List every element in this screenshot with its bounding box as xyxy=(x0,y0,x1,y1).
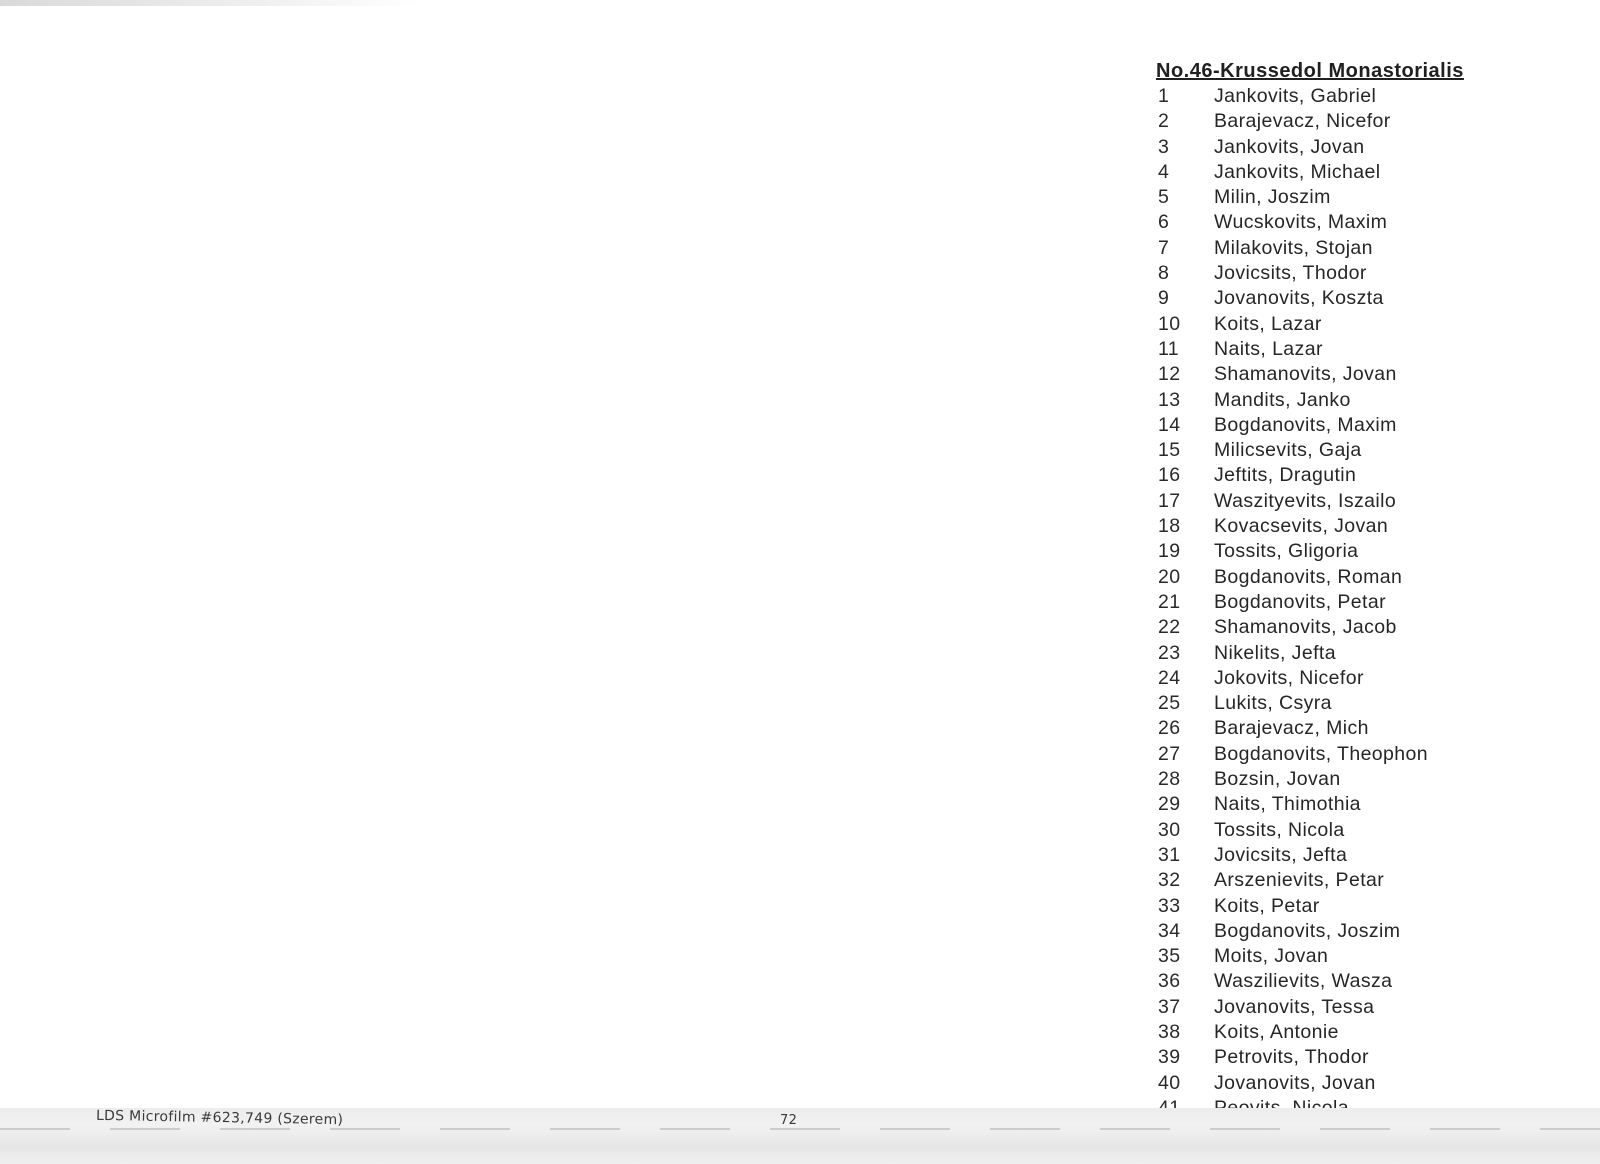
entry-name: Moits, Jovan xyxy=(1214,945,1329,968)
entry-number: 17 xyxy=(1158,489,1181,512)
entry-number: 35 xyxy=(1158,945,1181,968)
entry-name: Lukits, Csyra xyxy=(1214,692,1332,715)
entry-number: 19 xyxy=(1158,540,1181,563)
list-item xyxy=(1152,590,1572,615)
list-item xyxy=(1152,160,1572,185)
list-title: No.46-Krussedol Monastorialis xyxy=(1156,60,1464,82)
entry-name: Bogdanovits, Maxim xyxy=(1214,413,1397,436)
entry-number: 32 xyxy=(1158,869,1181,892)
list-item xyxy=(1152,312,1572,337)
list-item xyxy=(1152,691,1572,716)
entry-number: 24 xyxy=(1158,666,1181,689)
entry-name: Bozsin, Jovan xyxy=(1214,768,1341,791)
list-item xyxy=(1152,919,1572,944)
page-number: 72 xyxy=(780,1113,798,1128)
list-item xyxy=(1152,868,1572,893)
entry-name: Naits, Thimothia xyxy=(1214,793,1361,816)
list-item xyxy=(1152,995,1572,1020)
entry-name: Barajevacz, Mich xyxy=(1214,717,1369,740)
list-item xyxy=(1152,969,1572,994)
list-item xyxy=(1152,716,1572,741)
entry-number: 15 xyxy=(1158,439,1181,462)
list-item xyxy=(1152,135,1572,160)
entry-name: Milakovits, Stojan xyxy=(1214,236,1373,259)
list-item xyxy=(1152,1020,1572,1045)
entry-name: Bogdanovits, Theophon xyxy=(1214,742,1429,765)
entry-number: 26 xyxy=(1158,717,1181,740)
entry-number: 1 xyxy=(1158,85,1170,107)
entry-number: 11 xyxy=(1158,337,1180,360)
entry-number: 38 xyxy=(1158,1020,1181,1043)
entry-number: 36 xyxy=(1158,970,1181,993)
list-item xyxy=(1152,641,1572,666)
entry-name: Tossits, Gligoria xyxy=(1214,540,1359,563)
list-item xyxy=(1152,109,1572,134)
entry-name: Jovicsits, Thodor xyxy=(1214,262,1367,285)
entry-number: 5 xyxy=(1158,186,1170,209)
entry-number: 14 xyxy=(1158,413,1181,436)
entry-number: 4 xyxy=(1158,160,1170,183)
scan-dash-lines xyxy=(0,1128,1600,1130)
entry-name: Petrovits, Thodor xyxy=(1214,1046,1369,1069)
entry-number: 7 xyxy=(1158,236,1170,259)
entry-name: Jokovits, Nicefor xyxy=(1214,666,1364,689)
entry-number: 25 xyxy=(1158,692,1181,715)
entry-name: Mandits, Janko xyxy=(1214,388,1351,411)
list-item xyxy=(1152,666,1572,691)
list-item xyxy=(1152,413,1572,438)
list-item xyxy=(1152,362,1572,387)
entry-name: Koits, Petar xyxy=(1214,894,1320,917)
entry-name: Jankovits, Jovan xyxy=(1214,135,1365,158)
list-item xyxy=(1152,337,1572,362)
entry-name: Jovanovits, Jovan xyxy=(1214,1071,1376,1094)
list-item xyxy=(1152,463,1572,488)
list-item xyxy=(1152,489,1572,514)
list-item xyxy=(1152,438,1572,463)
entry-name: Naits, Lazar xyxy=(1214,337,1323,360)
list-item xyxy=(1152,1071,1572,1096)
list-item xyxy=(1152,843,1572,868)
entry-name: Jovanovits, Tessa xyxy=(1214,995,1375,1018)
entry-list xyxy=(1152,84,1572,1121)
entry-name: Wucskovits, Maxim xyxy=(1214,211,1388,234)
entry-number: 12 xyxy=(1158,363,1181,386)
entry-name: Bogdanovits, Petar xyxy=(1214,590,1386,613)
entry-name: Barajevacz, Nicefor xyxy=(1214,110,1391,133)
entry-number: 2 xyxy=(1158,110,1170,133)
entry-name: Kovacsevits, Jovan xyxy=(1214,515,1389,538)
list-item xyxy=(1152,236,1572,261)
list-item xyxy=(1152,210,1572,235)
list-item xyxy=(1152,185,1572,210)
entry-number: 20 xyxy=(1158,565,1181,588)
list-item xyxy=(1152,84,1572,109)
entry-number: 10 xyxy=(1158,312,1181,335)
list-item xyxy=(1152,261,1572,286)
entry-name: Bogdanovits, Joszim xyxy=(1214,919,1401,942)
entry-name: Jankovits, Michael xyxy=(1214,160,1381,183)
list-item xyxy=(1152,894,1572,919)
list-item xyxy=(1152,615,1572,640)
entry-name: Waszityevits, Iszailo xyxy=(1214,489,1397,512)
entry-name: Jovanovits, Koszta xyxy=(1214,287,1384,310)
entry-number: 22 xyxy=(1158,616,1181,639)
list-item xyxy=(1152,818,1572,843)
entry-number: 23 xyxy=(1158,641,1181,664)
list-item xyxy=(1152,514,1572,539)
list-item xyxy=(1152,388,1572,413)
list-item xyxy=(1152,286,1572,311)
entry-number: 34 xyxy=(1158,919,1181,942)
entry-number: 6 xyxy=(1158,211,1170,234)
entry-name: Nikelits, Jefta xyxy=(1214,641,1336,664)
entry-number: 27 xyxy=(1158,742,1181,765)
entry-name: Shamanovits, Jacob xyxy=(1214,616,1397,639)
entry-number: 29 xyxy=(1158,793,1181,816)
entry-number: 28 xyxy=(1158,768,1181,791)
entry-name: Tossits, Nicola xyxy=(1214,818,1345,841)
entry-name: Jankovits, Gabriel xyxy=(1214,85,1377,107)
entry-name: Jeftits, Dragutin xyxy=(1214,464,1357,487)
entry-name: Bogdanovits, Roman xyxy=(1214,565,1403,588)
list-item xyxy=(1152,792,1572,817)
entry-name: Arszenievits, Petar xyxy=(1214,869,1385,892)
entry-number: 16 xyxy=(1158,464,1181,487)
entry-number: 18 xyxy=(1158,515,1181,538)
entry-number: 37 xyxy=(1158,995,1181,1018)
parish-list xyxy=(1152,58,1572,1121)
entry-name: Waszilievits, Wasza xyxy=(1214,970,1393,993)
entry-number: 39 xyxy=(1158,1046,1181,1069)
entry-number: 40 xyxy=(1158,1071,1181,1094)
entry-number: 13 xyxy=(1158,388,1181,411)
entry-number: 21 xyxy=(1158,590,1181,613)
microfilm-source: LDS Microfilm #623,749 (Szerem) xyxy=(95,1107,344,1129)
entry-number: 9 xyxy=(1158,287,1170,310)
list-item xyxy=(1152,742,1572,767)
entry-number: 33 xyxy=(1158,894,1181,917)
entry-number: 3 xyxy=(1158,135,1170,158)
list-item xyxy=(1152,944,1572,969)
entry-name: Shamanovits, Jovan xyxy=(1214,363,1397,386)
entry-name: Koits, Lazar xyxy=(1214,312,1322,335)
list-item xyxy=(1152,565,1572,590)
entry-name: Jovicsits, Jefta xyxy=(1214,843,1348,866)
entry-name: Koits, Antonie xyxy=(1214,1020,1339,1043)
scan-edge-smudge xyxy=(0,0,420,6)
list-item xyxy=(1152,1045,1572,1070)
entry-number: 8 xyxy=(1158,262,1170,285)
entry-number: 31 xyxy=(1158,843,1181,866)
list-item xyxy=(1152,539,1572,564)
entry-name: Milin, Joszim xyxy=(1214,186,1331,209)
list-item xyxy=(1152,767,1572,792)
entry-number: 30 xyxy=(1158,818,1181,841)
entry-name: Milicsevits, Gaja xyxy=(1214,439,1362,462)
